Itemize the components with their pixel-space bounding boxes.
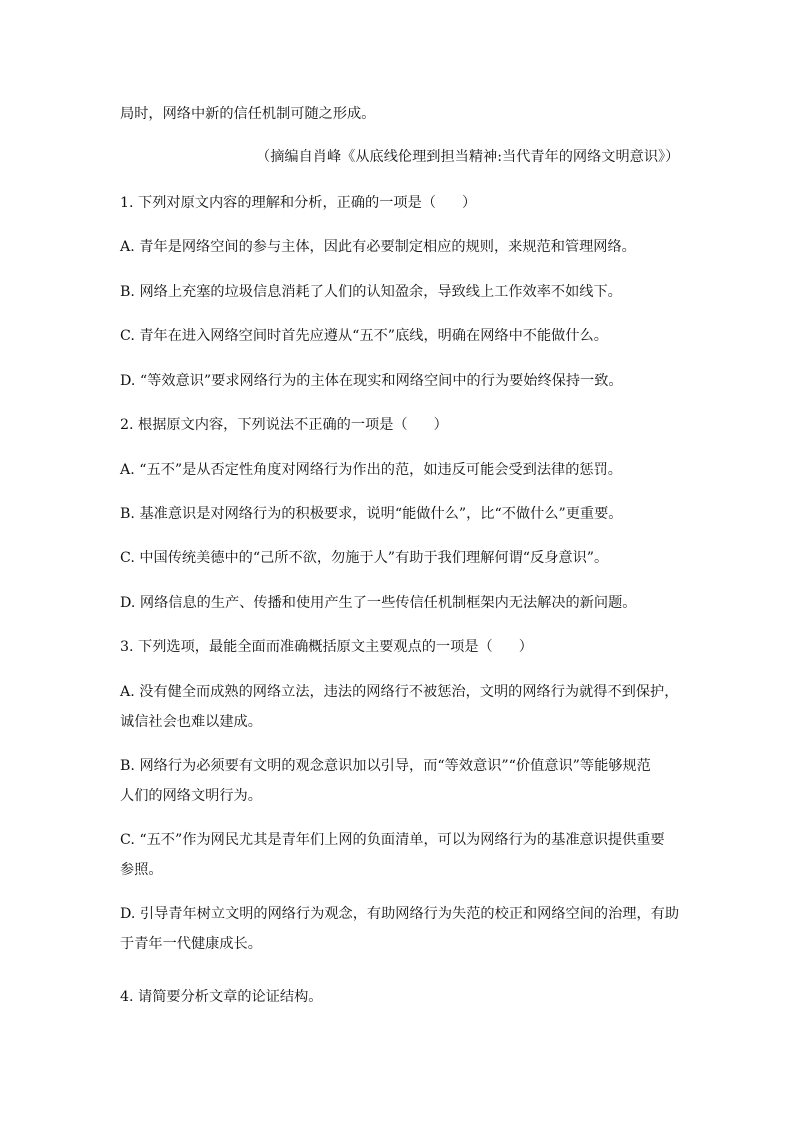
question-1-option-c: C. 青年在进入网络空间时首先应遵从“五不”底线，明确在网络中不能做什么。 — [120, 328, 608, 344]
question-2-option-c: C. 中国传统美德中的“己所不欲，勿施于人”有助于我们理解何谓“反身意识”。 — [120, 550, 609, 566]
question-3-option-d-line-1: D. 引导青年树立文明的网络行为观念，有助网络行为失范的校正和网络空间的治理，有助 — [120, 906, 680, 922]
question-1-option-d: D. “等效意识”要求网络行为的主体在现实和网络空间中的行为要始终保持一致。 — [120, 373, 623, 389]
question-4-stem: 4. 请简要分析文章的论证结构。 — [120, 989, 323, 1005]
question-3-option-c-line-2: 参照。 — [120, 862, 163, 878]
question-2-stem — [120, 415, 448, 435]
question-3-option-c-line-1: C. “五不”作为网民尤其是青年们上网的负面清单，可以为网络行为的基准意识提供重要 — [120, 832, 665, 848]
question-3-option-b-line-1: B. 网络行为必须要有文明的观念意识加以引导，而“等效意识”“价值意识”等能够规范 — [120, 758, 651, 774]
source-citation: （摘编自肖峰《从底线伦理到担当精神:当代青年的网络文明意识》） — [256, 149, 680, 165]
question-1-stem-text: 1. 下列对原文内容的理解和分析，正确的一项是（ — [120, 195, 436, 211]
question-3-option-a-line-2: 诚信社会也难以建成。 — [120, 714, 262, 730]
question-2-stem-text: 2. 根据原文内容，下列说法不正确的一项是（ — [120, 417, 408, 433]
question-1-option-a: A. 青年是网络空间的参与主体，因此有必要制定相应的规则，来规范和管理网络。 — [120, 239, 636, 255]
question-2-option-a: A. “五不”是从否定性角度对网络行为作出的范，如违反可能会受到法律的惩罚。 — [120, 462, 622, 478]
question-3-close-paren: ） — [518, 639, 533, 655]
question-3-option-d-line-2: 于青年一代健康成长。 — [120, 936, 262, 952]
question-1-stem — [120, 193, 476, 213]
question-3-stem-text: 3. 下列选项，最能全面而准确概括原文主要观点的一项是（ — [120, 639, 493, 655]
question-1-close-paren: ） — [462, 195, 477, 211]
question-1-option-b: B. 网络上充塞的垃圾信息消耗了人们的认知盈余，导致线上工作效率不如线下。 — [120, 284, 622, 300]
intro-tail-text: 局时，网络中新的信任机制可随之形成。 — [120, 106, 376, 122]
question-2-option-d: D. 网络信息的生产、传播和使用产生了一些传信任机制框架内无法解决的新问题。 — [120, 595, 637, 611]
question-2-option-b: B. 基准意识是对网络行为的积极要求，说明“能做什么”，比“不做什么”更重要。 — [120, 506, 623, 522]
question-3-option-a-line-1: A. 没有健全而成熟的网络立法，违法的网络行不被惩治，文明的网络行为就得不到保护， — [120, 684, 679, 700]
question-2-close-paren: ） — [433, 417, 448, 433]
question-3-stem — [120, 637, 533, 657]
question-3-option-b-line-2: 人们的网络文明行为。 — [120, 788, 262, 804]
